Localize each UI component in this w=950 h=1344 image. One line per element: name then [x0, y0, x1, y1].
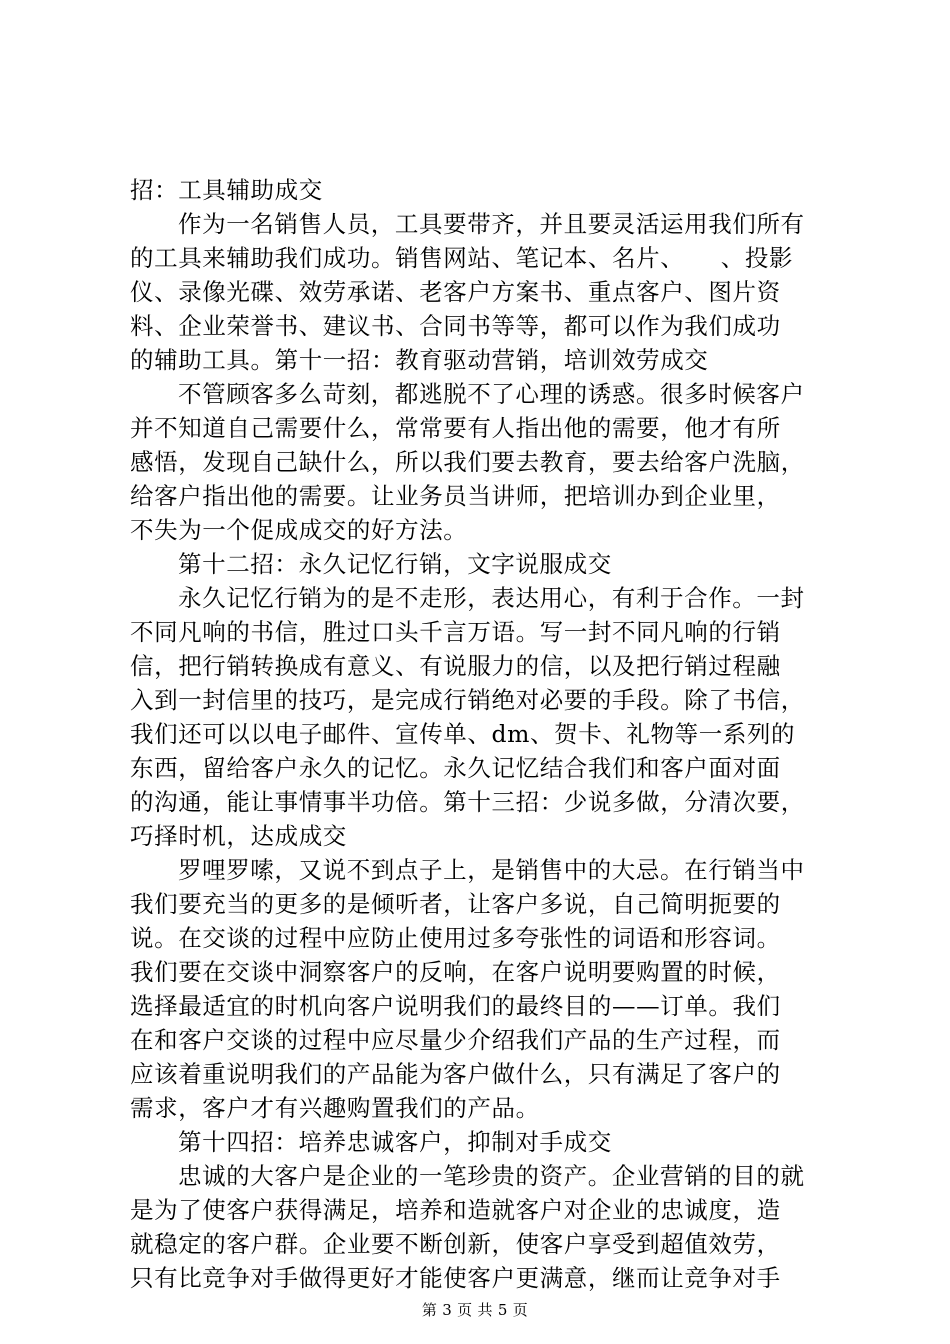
text-line: 在和客户交谈的过程中应尽量少介绍我们产品的生产过程，而 — [130, 1026, 781, 1054]
text-line: 入到一封信里的技巧，是完成行销绝对必要的手段。除了书信， — [130, 686, 805, 714]
text-line: 罗哩罗嗦，又说不到点子上，是销售中的大忌。在行销当中 — [178, 856, 805, 884]
text-line: 选择最适宜的时机向客户说明我们的最终目的——订单。我们 — [130, 992, 781, 1020]
text-line: 的辅助工具。第十一招：教育驱动营销，培训效劳成交 — [130, 346, 709, 374]
text-line: 巧择时机，达成成交 — [130, 822, 347, 850]
text-line: 忠诚的大客户是企业的一笔珍贵的资产。企业营销的目的就 — [178, 1162, 805, 1190]
text-line: 仪、录像光碟、效劳承诺、老客户方案书、重点客户、图片资 — [130, 278, 781, 306]
text-line: 只有比竞争对手做得更好才能使客户更满意，继而让竞争对手 — [130, 1264, 781, 1292]
text-line: 的工具来辅助我们成功。销售网站、笔记本、名片、 、投影 — [130, 244, 794, 272]
text-line: 料、企业荣誉书、建议书、合同书等等，都可以作为我们成功 — [130, 312, 781, 340]
text-line: 需求，客户才有兴趣购置我们的产品。 — [130, 1094, 540, 1122]
section-heading: 第十二招：永久记忆行销，文字说服成交 — [178, 550, 612, 578]
text-line: 招：工具辅助成交 — [130, 176, 323, 204]
text-line: 感悟，发现自己缺什么，所以我们要去教育，要去给客户洗脑， — [130, 448, 805, 476]
text-line: 给客户指出他的需要。让业务员当讲师，把培训办到企业里， — [130, 482, 781, 510]
text-line: 永久记忆行销为的是不走形，表达用心，有利于合作。一封 — [178, 584, 805, 612]
text-line: 的沟通，能让事情事半功倍。第十三招：少说多做，分清次要， — [130, 788, 805, 816]
section-heading: 第十四招：培养忠诚客户，抑制对手成交 — [178, 1128, 612, 1156]
text-line: 就稳定的客户群。企业要不断创新，使客户享受到超值效劳， — [130, 1230, 781, 1258]
text-line: 说。在交谈的过程中应防止使用过多夸张性的词语和形容词。 — [130, 924, 781, 952]
text-line: 不失为一个促成成交的好方法。 — [130, 516, 468, 544]
text-line: 不同凡响的书信，胜过口头千言万语。写一封不同凡响的行销 — [130, 618, 781, 646]
text-line: 我们要在交谈中洞察客户的反响，在客户说明要购置的时候， — [130, 958, 781, 986]
text-line: 并不知道自己需要什么，常常要有人指出他的需要，他才有所 — [130, 414, 781, 442]
text-line: 我们还可以以电子邮件、宣传单、dm、贺卡、礼物等一系列的 — [130, 720, 796, 748]
text-line: 东西，留给客户永久的记忆。永久记忆结合我们和客户面对面 — [130, 754, 781, 782]
page-number-footer: 第 3 页 共 5 页 — [421, 1301, 529, 1319]
text-line: 信，把行销转换成有意义、有说服力的信，以及把行销过程融 — [130, 652, 781, 680]
text-line: 不管顾客多么苛刻，都逃脱不了心理的诱惑。很多时候客户 — [178, 380, 805, 408]
text-line: 作为一名销售人员，工具要带齐，并且要灵活运用我们所有 — [178, 210, 805, 238]
text-line: 应该着重说明我们的产品能为客户做什么，只有满足了客户的 — [130, 1060, 781, 1088]
text-line: 是为了使客户获得满足，培养和造就客户对企业的忠诚度，造 — [130, 1196, 781, 1224]
text-line: 我们要充当的更多的是倾听者，让客户多说，自己简明扼要的 — [130, 890, 781, 918]
